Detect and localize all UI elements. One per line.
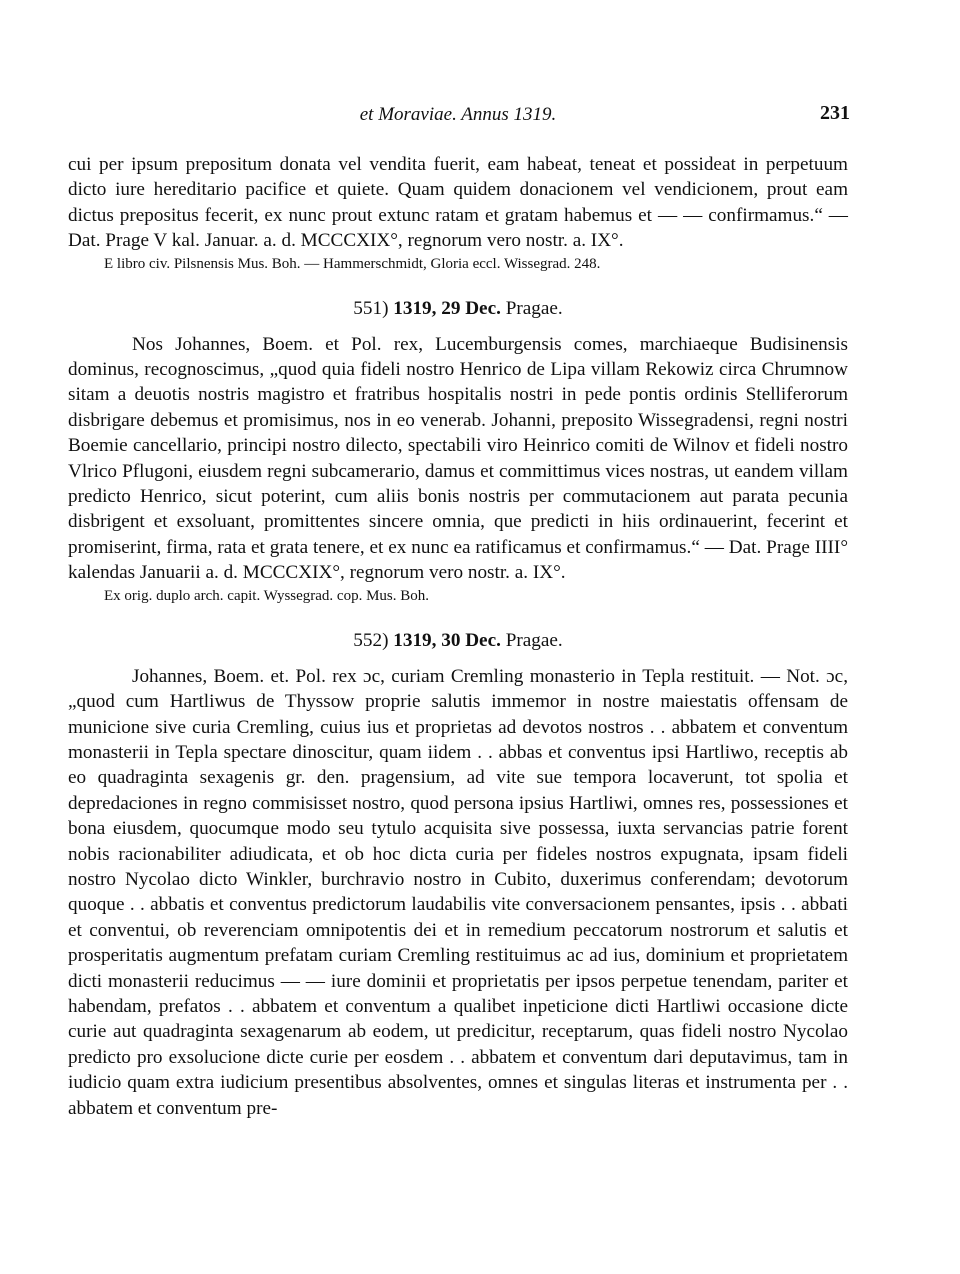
document-heading-551 <box>68 298 848 320</box>
page-header <box>68 104 848 134</box>
document-page <box>68 104 848 1121</box>
document-heading-552 <box>68 630 848 652</box>
running-head: et Moraviae. Annus 1319. <box>359 104 557 125</box>
source-note-551: Ex orig. duplo arch. capit. Wyssegrad. cop. Mus. Boh. <box>104 587 430 604</box>
continuation-paragraph: cui per ipsum prepositum donata vel vendita fuerit, eam habeat, teneat et possideat in perpetuum dicto iure hereditario pacifice et quiete. Quam quidem donacionem vel vendicionem, prout eam dictus prepositus fecerit, ex nunc prout extunc ratam et gratam habemus et — — confirmamus.“ — Dat. Prage V kal. Januar. a. d. MCCCXIX°, regnorum vero nostr. a. IX°. <box>68 154 848 252</box>
document-date: 1319, 30 Dec. <box>393 629 501 651</box>
document-number: 551) <box>353 297 389 319</box>
document-text-552: Johannes, Boem. et. Pol. rex ɔc, curiam Cremling monasterio in Tepla restituit. — Not. ɔc, „quod cum Hartliwus de Thyssow proprie salutis immemor in nostre maiestatis offensam de municione sive curia Cremling, cuius ius et proprietas ad devotos nostros . . abbatem et conventum monasterii in Tepla spectare dinoscitur, quam iidem . . abbas et conventus ipsi Hartliwo, receptis ab eo quadraginta sexagenis gr. den. pragensium, ad vite sue tempora locaverunt, tot spolia et depredaciones in regno commisisset nostro, quod persona ipsius Hartliwi, omnes res, possessiones et bona eiusdem, quocumque modo seu tytulo acquisita sive possessa, iuxta servancias patrie forent nobis racionabiliter adiudicata, et ob hoc dicta curia per fideles nostros expugnata, ipsam fideli nostro Nycolao dicto Winkler, burchravio nostro in Cubito, duxerimus conferendam; devotorum quoque . . abbatis et conventus predictorum laudabilis vite conversacionem pensantes, ipsis . . abbati et conventui, ob reverenciam omnipotentis dei et in remedium peccatorum nostrorum et salutis et prosperitatis augmentum prefatam curiam Cremling restituimus ac ad ius, dominium et proprietatem dicti monasterii reducimus — — iure dominii et proprietatis per ipsos perpetue tenendam, pariter et habendam, prefatos . . abbatem et conventum a qualibet inpeticione dicti Hartliwi occasione dicte curie aut quadraginta sexagenarum ab eodem, ut predicitur, receptarum, quas fideli nostro Nycolao predicto pro exsolucione dicte curie per eosdem . . abbatem et conventum dari deputavimus, tam in iudicio quam extra iudicium presentibus absolventes, omnes et singulas literas et instrumenta per . . abbatem et conventum pre- <box>68 665 848 1119</box>
document-number: 552) <box>353 629 389 651</box>
source-note: E libro civ. Pilsnensis Mus. Boh. — Hammerschmidt, Gloria eccl. Wissegrad. 248. <box>104 255 601 272</box>
document-place: Pragae. <box>505 297 563 319</box>
document-text-551: Nos Johannes, Boem. et Pol. rex, Lucemburgensis comes, marchiaeque Budisinensis dominus, recognoscimus, „quod quia fideli nostro Henrico de Lipa villam Rekowiz circa Chrumnow sitam a deuotis nostris magistro et fratribus hospitalis nostri in pede pontis ordinis Stelliferorum disbrigare debemus et promisimus, nos in eo venerab. Johanni, preposito Wissegradensi, regni nostri Boemie cancellario, principi nostro dilecto, spectabili viro Heinrico comiti de Wilnov et fideli nostro Vlrico Pflugoni, eiusdem regni subcamerario, damus et committimus vices nostras, ut eandem villam predicto Henrico, sicut poterint, cum aliis bonis nostris per commutacionem aut parata pecunia disbrigent et exsoluant, promittentes sincere omnia, que predicti in hiis ordinauerint, fecerint et promiserint, firma, rata et grata tenere, et ex nunc ea ratificamus et confirmamus.“ — Dat. Prage IIII° kalendas Januarii a. d. MCCCXIX°, regnorum vero nostr. a. IX°. <box>68 333 848 584</box>
document-place: Pragae. <box>505 629 563 651</box>
page-number: 231 <box>820 102 850 124</box>
document-date: 1319, 29 Dec. <box>393 297 501 319</box>
